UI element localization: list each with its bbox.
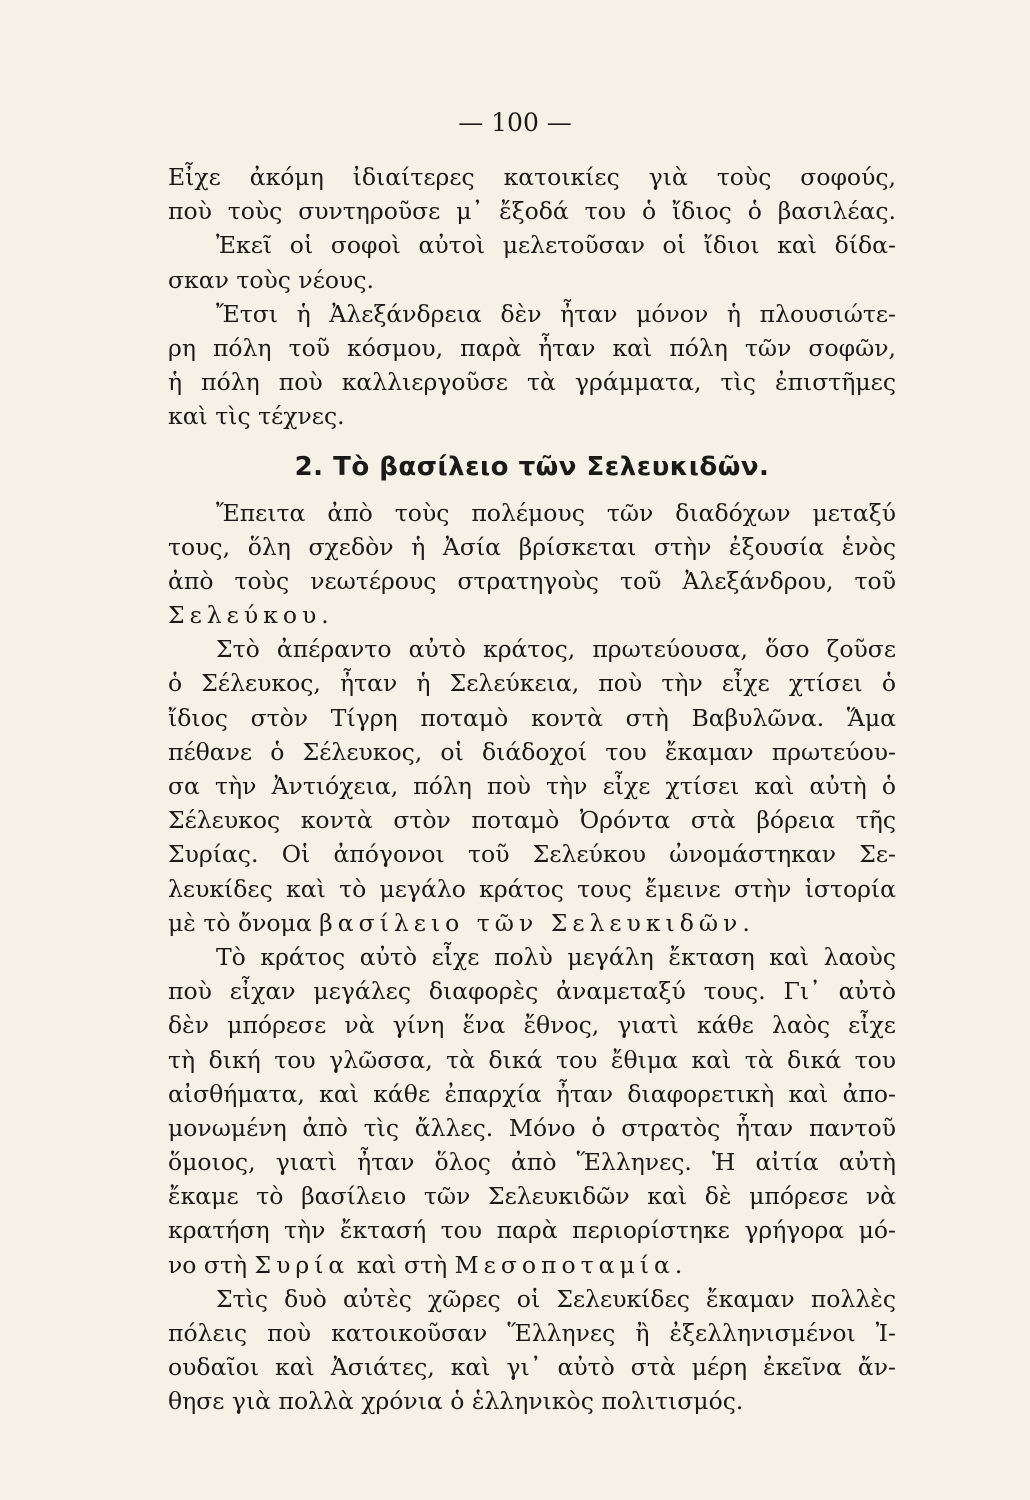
text-line: ποὺ εἶχαν μεγάλες διαφορὲς ἀναμεταξύ τους. Γι᾿ αὐτὸ [168,977,896,1006]
text-line: Στὸ ἀπέραντο αὐτὸ κράτος, πρωτεύουσα, ὅσο ζοῦσε [216,635,896,664]
text-line: καὶ τὶς τέχνες. [168,402,345,431]
text-line: Ἐκεῖ οἱ σοφοὶ αὐτοὶ μελετοῦσαν οἱ ἴδιοι καὶ δίδα- [216,231,896,260]
text-line: Σέλευκος κοντὰ στὸν ποταμὸ Ὀρόντα στὰ βόρεια τῆς [168,806,896,835]
text-line [168,906,896,940]
text-line: ἴδιος στὸν Τίγρη ποταμὸ κοντὰ στὴ Βαβυλῶνα. Ἅμα [168,703,896,732]
text-line: Τὸ κράτος αὐτὸ εἶχε πολὺ μεγάλη ἔκταση καὶ λαοὺς [216,942,896,971]
paragraph-1 [168,160,896,297]
paragraph-6 [168,1282,896,1419]
text-fragment: μὲ τὸ ὄνομα [168,908,320,937]
text-line: αἰσθήματα, καὶ κάθε ἐπαρχία ἦταν διαφορετικὴ καὶ ἀπο- [168,1079,896,1108]
text-line: ποὺ τοὺς συντηροῦσε μ᾿ ἔξοδά του ὁ ἴδιος ὁ βασιλέας. [168,197,896,226]
text-line: σα τὴν Ἀντιόχεια, πόλη ποὺ τὴν εἶχε χτίσει καὶ αὐτὴ ὁ [168,772,896,800]
text-fragment: νο στὴ [168,1250,255,1279]
emphasized-text: Μεσοποταμία. [454,1250,688,1279]
text-line: ουδαῖοι καὶ Ἀσιάτες, καὶ γι᾿ αὐτὸ στὰ μέρη ἐκεῖνα ἄν- [168,1353,896,1382]
text-fragment: καὶ στὴ [349,1250,455,1279]
text-line: Συρίας. Οἱ ἀπόγονοι τοῦ Σελεύκου ὠνομάστηκαν Σε- [168,840,896,869]
text-line: μονωμένη ἀπὸ τὶς ἄλλες. Μόνο ὁ στρατὸς ἦταν παντοῦ [168,1113,896,1142]
paragraph-3 [168,496,896,633]
text-line: ὅμοιος, γιατὶ ἦταν ὅλος ἀπὸ Ἕλληνες. Ἡ αἰτία αὐτὴ [168,1148,896,1177]
emphasized-text: Συρία [254,1250,350,1279]
text-line: λευκίδες καὶ τὸ μεγάλο κράτος τους ἔμεινε στὴν ἱστορία [168,874,896,903]
text-line: δὲν μπόρεσε νὰ γίνη ἕνα ἔθνος, γιατὶ κάθε λαὸς εἶχε [168,1011,896,1040]
text-line: πέθανε ὁ Σέλευκος, οἱ διάδοχοί του ἔκαμαν πρωτεύου- [168,737,896,766]
text-line: ἔκαμε τὸ βασίλειο τῶν Σελευκιδῶν καὶ δὲ μπόρεσε νὰ [168,1182,896,1211]
text-line: κρατήση τὴν ἔκτασή του παρὰ περιορίστηκε γρήγορα μό- [168,1216,896,1245]
text-line: ὁ Σέλευκος, ἦταν ἡ Σελεύκεια, ποὺ τὴν εἶχε χτίσει ὁ [168,669,896,698]
text-line: Σελεύκου. [168,601,334,630]
paragraph-2 [168,297,896,434]
text-line: σκαν τοὺς νέους. [168,265,374,294]
text-line: ρη πόλη τοῦ κόσμου, παρὰ ἦταν καὶ πόλη τῶν σοφῶν, [168,333,896,362]
text-line: θησε γιὰ πολλὰ χρόνια ὁ ἑλληνικὸς πολιτισμός. [168,1387,744,1416]
text-line [168,1248,896,1282]
section-heading: 2. Τὸ βασίλειο τῶν Σελευκιδῶν. [294,451,770,482]
text-line: ἀπὸ τοὺς νεωτέρους στρατηγοὺς τοῦ Ἀλεξάνδρου, τοῦ [168,566,896,595]
text-line: τὴ δική του γλῶσσα, τὰ δικά του ἔθιμα καὶ τὰ δικά του [168,1045,896,1074]
text-line: Ἔτσι ἡ Ἀλεξάνδρεια δὲν ἦταν μόνον ἡ πλουσιώτε- [216,299,896,328]
page-number: — 100 — [458,108,572,137]
text-line: Εἶχε ἀκόμη ἰδιαίτερες κατοικίες γιὰ τοὺς σοφούς, [168,163,896,191]
paragraph-5 [168,940,896,1282]
text-line: πόλεις ποὺ κατοικοῦσαν Ἕλληνες ἢ ἐξελληνισμένοι Ἰ- [168,1319,896,1347]
text-line: Στὶς δυὸ αὐτὲς χῶρες οἱ Σελευκίδες ἔκαμαν πολλὲς [216,1284,896,1313]
emphasized-text: βασίλειο τῶν Σελευκιδῶν. [319,908,755,937]
page-body [168,160,896,1419]
text-line: τους, ὅλη σχεδὸν ἡ Ἀσία βρίσκεται στὴν ἐξουσία ἑνὸς [168,532,896,561]
paragraph-4 [168,632,896,940]
text-line: ἡ πόλη ποὺ καλλιεργοῦσε τὰ γράμματα, τὶς ἐπιστῆμες [168,368,896,397]
text-line: Ἔπειτα ἀπὸ τοὺς πολέμους τῶν διαδόχων μεταξύ [216,498,896,527]
